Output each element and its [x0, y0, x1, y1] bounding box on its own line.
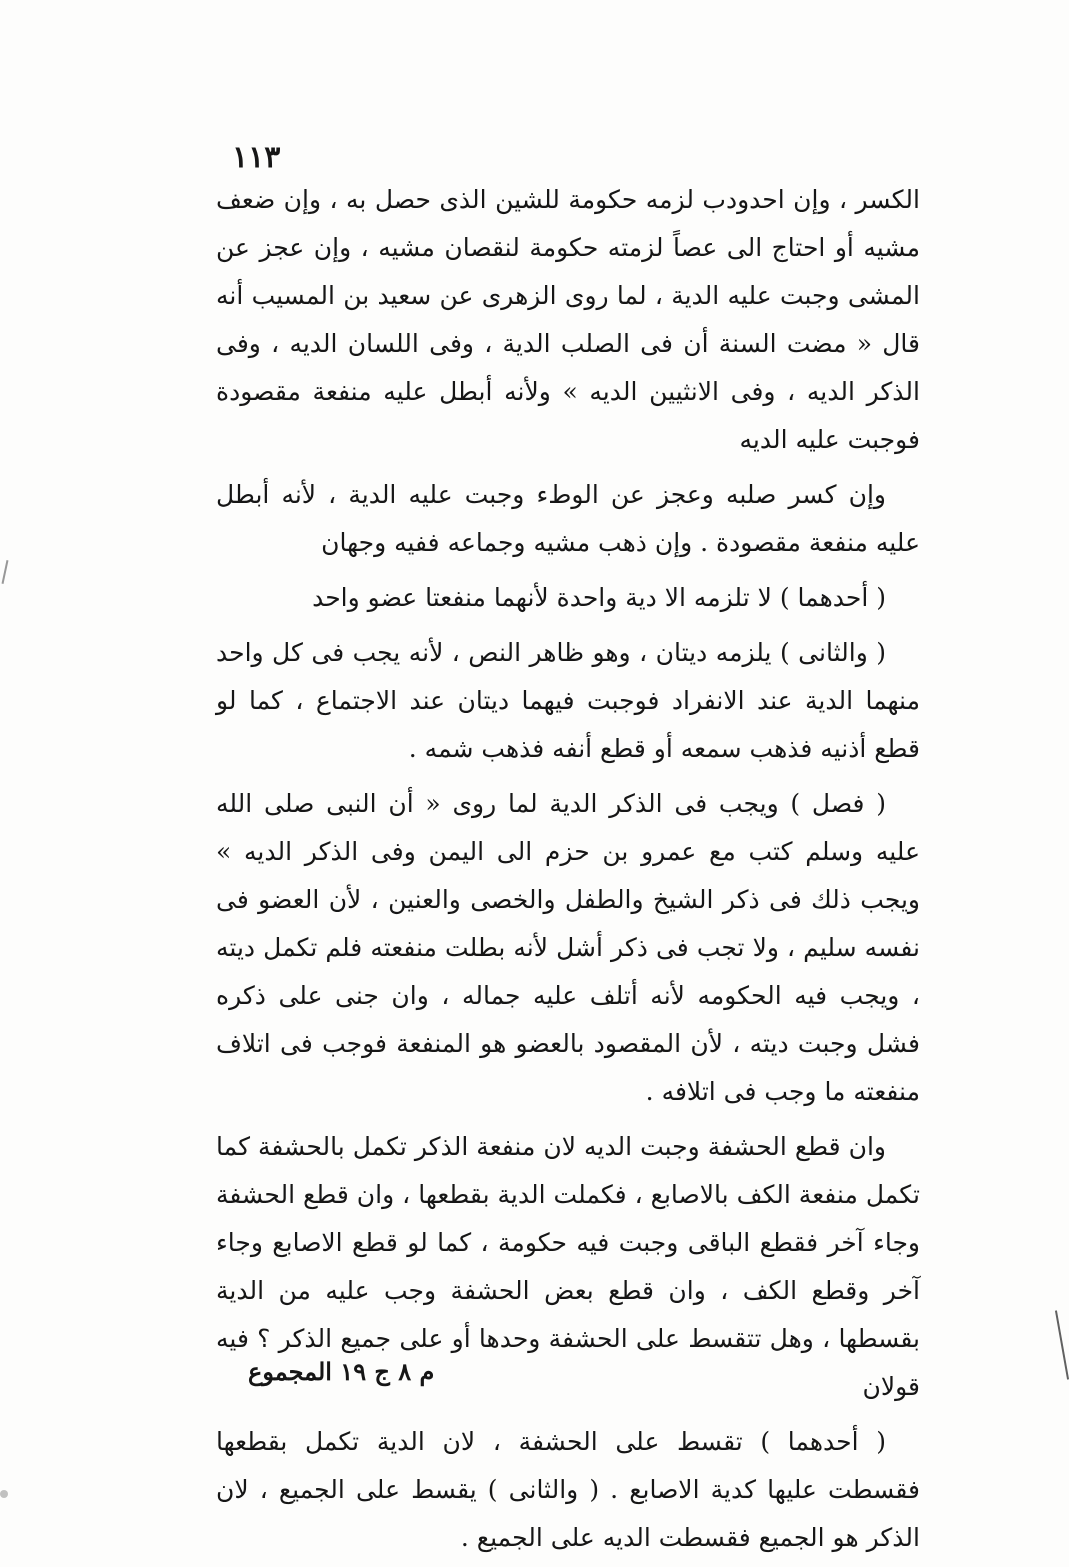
paragraph-4: ( والثانى ) يلزمه ديتان ، وهو ظاهر النص ، لأنه يجب فى كل واحد منهما الدية عند الانفراد فوجبت فيهما ديتان عند الاجتماع ، كما لو قطع أذنيه فذهب سمعه أو قطع أنفه فذهب شمه .: [216, 638, 920, 763]
paragraph-6: وان قطع الحشفة وجبت الديه لان منفعة الذكر تكمل بالحشفة كما تكمل منفعة الكف بالاصابع ، فكملت الدية بقطعها ، وان قطع الحشفة وجاء آخر فقطع الباقى وجبت فيه حكومة ، كما لو قطع الاصابع وجاء آخر وقطع الكف ، وان قطع بعض الحشفة وجب عليه من الدية بقسطها ، وهل تتقسط على الحشفة وحدها أو على جميع الذكر ؟ فيه قولان: [216, 1132, 920, 1401]
scan-artifact-right: [1055, 1310, 1069, 1379]
paragraph-1: الكسر ، وإن احدودب لزمه حكومة للشين الذى حصل به ، وإن ضعف مشيه أو احتاج الى عصاً لزمته حكومة لنقصان مشيه ، وإن عجز عن المشى وجبت عليه الدية ، لما روى الزهرى عن سعيد بن المسيب أنه قال « مضت السنة أن فى الصلب الدية ، وفى اللسان الديه ، وفى الذكر الديه ، وفى الانثيين الديه » ولأنه أبطل عليه منفعة مقصودة فوجبت عليه الديه: [216, 185, 920, 454]
paragraph-3: ( أحدهما ) لا تلزمه الا دية واحدة لأنهما منفعتا عضو واحد: [312, 583, 886, 612]
footer-signature: م ٨ ج ١٩ المجموع: [248, 1357, 435, 1386]
paragraph-5: ( فصل ) ويجب فى الذكر الدية لما روى « أن النبى صلى الله عليه وسلم كتب مع عمرو بن حزم الى اليمن وفى الذكر الديه » ويجب ذلك فى ذكر الشيخ والطفل والخصى والعنين ، لأن العضو فى نفسه سليم ، ولا تجب فى ذكر أشل لأنه بطلت منفعته فلم تكمل ديته ، ويجب فيه الحكومه لأنه أتلف عليه جماله ، وان جنى على ذكره فشل وجبت ديته ، لأن المقصود بالعضو هو المنفعة فوجب فى اتلاف منفعته ما وجب فى اتلافه .: [216, 789, 920, 1106]
scan-artifact-dot: [0, 1490, 8, 1498]
body-text: [216, 176, 920, 1562]
paragraph-7: ( أحدهما ) تقسط على الحشفة ، لان الدية تكمل بقطعها فقسطت عليها كدية الاصابع . ( والثانى ) يقسط على الجميع ، لان الذكر هو الجميع فقسطت الديه على الجميع .: [216, 1427, 920, 1552]
paragraph-2: وإن كسر صلبه وعجز عن الوطء وجبت عليه الدية ، لأنه أبطل عليه منفعة مقصودة . وإن ذهب مشيه وجماعه ففيه وجهان: [216, 480, 920, 557]
page-number: ١١٣: [232, 140, 281, 175]
scan-artifact-left: [2, 560, 9, 584]
